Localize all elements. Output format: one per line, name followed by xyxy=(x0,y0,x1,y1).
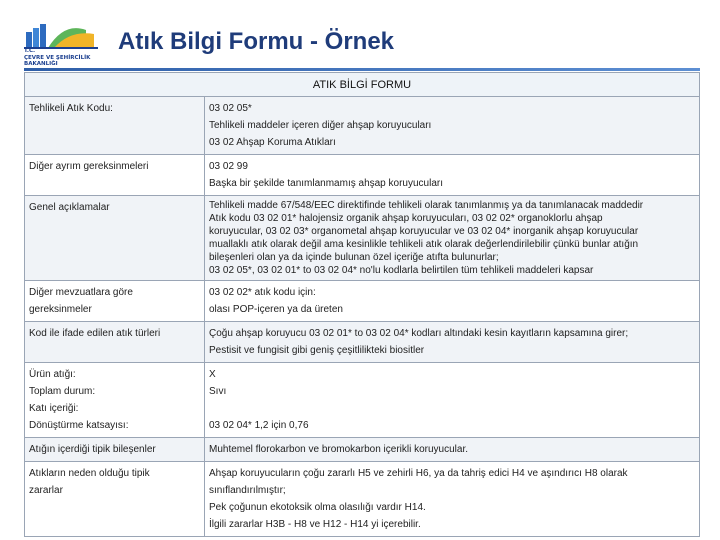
page-title: Atık Bilgi Formu - Örnek xyxy=(118,28,395,55)
row-value: Ahşap koruyucuların çoğu zararlı H5 ve zehirli H6, ya da tahriş edici H4 ve aşındırıcı H8 olarak sınıflandırılmıştır; Pek çoğunun ekotoksik olma olasılığı vardır H14. İlgili zararlar H3B - H8 ve H12 - H14 yi içerebilir. xyxy=(209,468,628,530)
table-row xyxy=(25,363,699,438)
title-divider xyxy=(24,68,700,71)
row-value: 03 02 99 Başka bir şekilde tanımlanmamış ahşap koruyucuları xyxy=(209,161,443,189)
row-value: 03 02 02* atık kodu için: olası POP-içeren ya da üreten xyxy=(209,287,343,315)
row-value: X Sıvı 03 02 04* 1,2 için 0,76 xyxy=(209,369,309,431)
table-row xyxy=(25,155,699,196)
form-table xyxy=(24,72,700,537)
row-label: Genel açıklamalar xyxy=(25,196,205,280)
table-row xyxy=(25,196,699,281)
logo-text: T.C. ÇEVRE VE ŞEHİRCİLİK BAKANLIĞI xyxy=(24,48,91,67)
row-label: Diğer mevzuatlara göre gereksinmeler xyxy=(25,281,205,321)
row-label: Kod ile ifade edilen atık türleri xyxy=(25,322,205,362)
table-row xyxy=(25,462,699,536)
table-row xyxy=(25,438,699,462)
ministry-logo xyxy=(24,18,104,74)
row-value: 03 02 05* Tehlikeli maddeler içeren diğer ahşap koruyucuları 03 02 Ahşap Koruma Atıkları xyxy=(209,103,432,148)
row-label: Tehlikeli Atık Kodu: xyxy=(25,97,205,154)
table-row xyxy=(25,322,699,363)
row-value: Muhtemel florokarbon ve bromokarbon içerikli koruyucular. xyxy=(209,444,469,455)
logo-emblem-icon xyxy=(24,18,104,50)
row-label: Atığın içerdiği tipik bileşenler xyxy=(25,438,205,461)
row-value: Çoğu ahşap koruyucu 03 02 01* to 03 02 04* kodları altındaki kesin kayıtların kapsamına girer; Pestisit ve fungisit gibi geniş çeşitlilikteki biositler xyxy=(209,328,629,356)
row-label: Ürün atığı: Toplam durum: Katı içeriği: Dönüştürme katsayısı: xyxy=(25,363,205,437)
table-row xyxy=(25,281,699,322)
form-heading: ATIK BİLGİ FORMU xyxy=(25,73,699,97)
row-label: Diğer ayrım gereksinmeleri xyxy=(25,155,205,195)
table-row xyxy=(25,97,699,155)
row-label: Atıkların neden olduğu tipik zararlar xyxy=(25,462,205,536)
row-value: Tehlikeli madde 67/548/EEC direktifinde tehlikeli olarak tanımlanmış ya da tanımlanacak maddedir Atık kodu 03 02 01* halojensiz organik ahşap koruyucuları, 03 02 02* organoklorlu ahşap koruyucular, 03 02 03* organometal ahşap koruyucular ve 03 02 04* inorganik ahşap koruyucular muallaklı atık olarak değil ama kesinlikle tehlikeli atık olarak değerlendirilebilir çünkü bunlar atığın bileşenleri olan ya da içinde bulunan özel içeriğe atıfta bulunurlar; 03 02 05*, 03 02 01* to 03 02 04* no'lu kodlarla belirtilen tüm tehlikeli maddeleri kapsar xyxy=(209,200,644,276)
